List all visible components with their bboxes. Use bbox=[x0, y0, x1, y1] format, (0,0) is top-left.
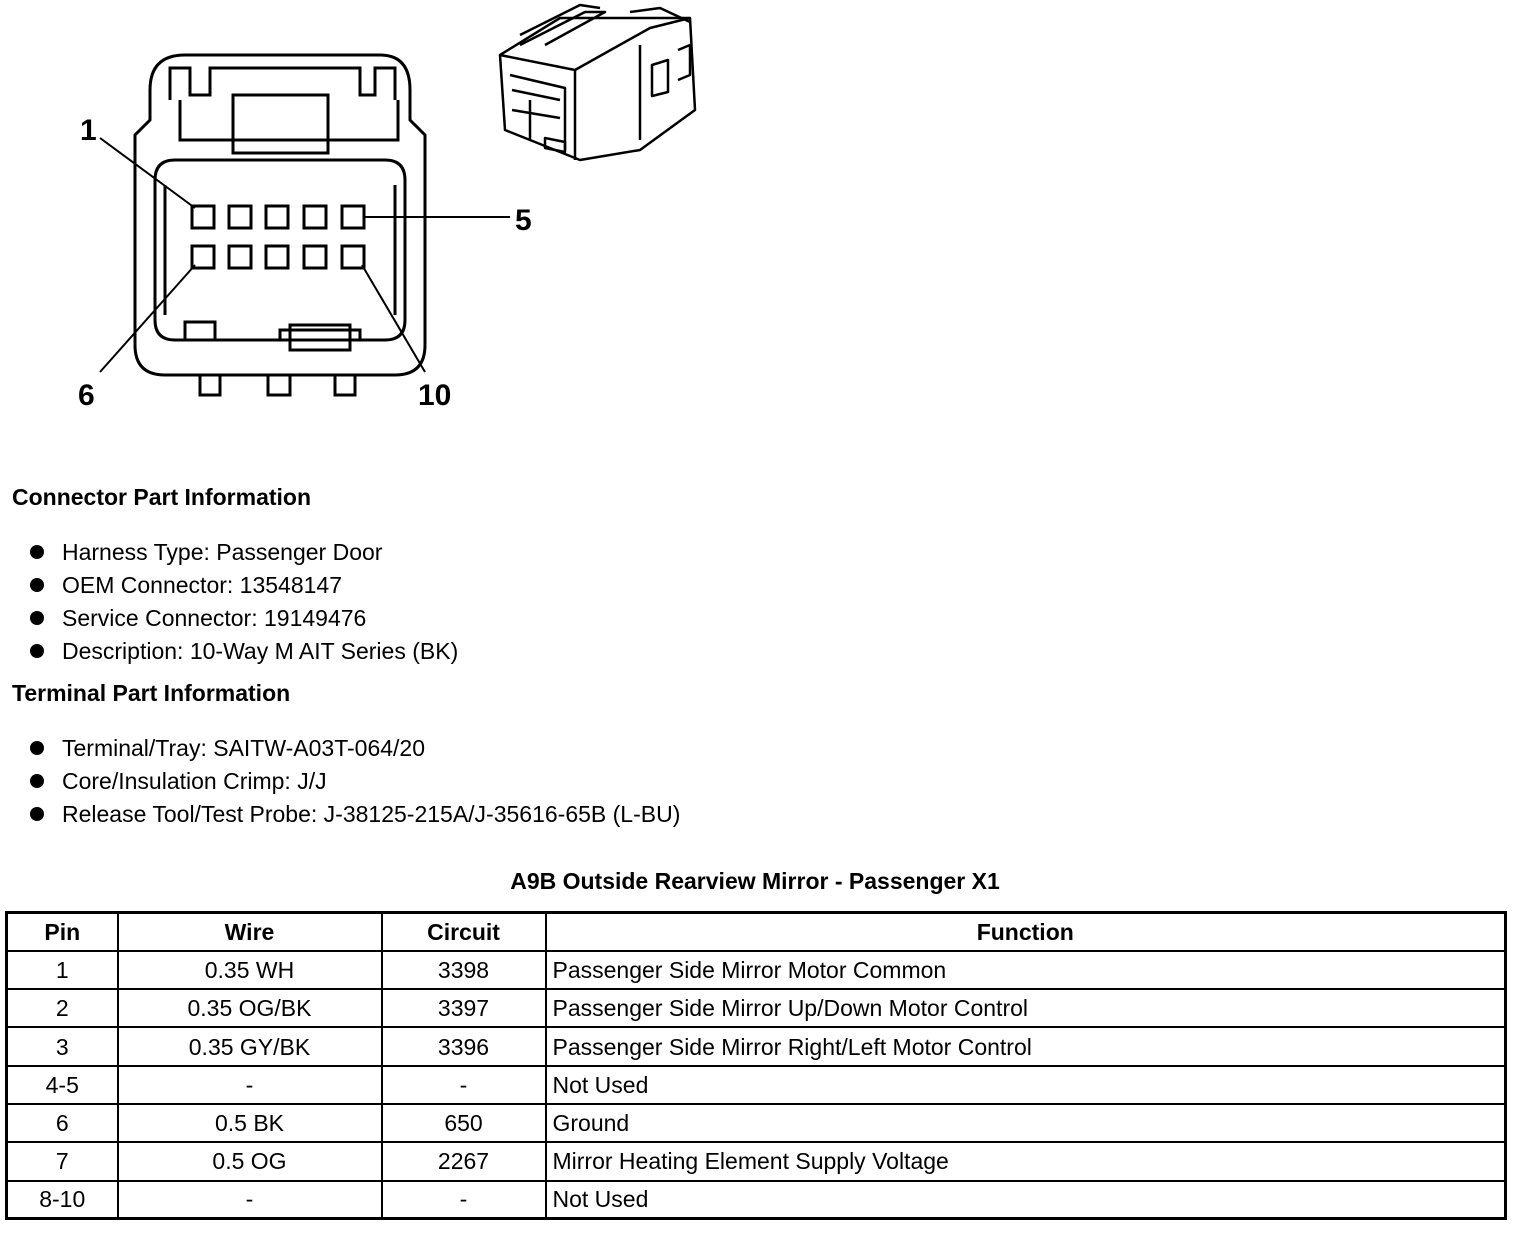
cell-function: Passenger Side Mirror Motor Common bbox=[546, 951, 1506, 989]
header-wire: Wire bbox=[118, 913, 382, 951]
cavity-7 bbox=[229, 246, 251, 268]
list-item bbox=[30, 538, 458, 571]
header-circuit: Circuit bbox=[382, 913, 546, 951]
bullet-icon bbox=[30, 578, 44, 592]
connector-diagram bbox=[0, 0, 760, 430]
cell-pin: 1 bbox=[7, 951, 118, 989]
bullet-icon bbox=[30, 774, 44, 788]
cell-pin: 7 bbox=[7, 1142, 118, 1180]
list-item-text: Service Connector: 19149476 bbox=[62, 605, 367, 631]
header-pin: Pin bbox=[7, 913, 118, 951]
terminal-cavities bbox=[192, 206, 364, 268]
bullet-icon bbox=[30, 545, 44, 559]
table-row bbox=[7, 1142, 1506, 1180]
list-item bbox=[30, 604, 458, 637]
list-item-text: Core/Insulation Crimp: J/J bbox=[62, 768, 327, 794]
pin-label-10: 10 bbox=[418, 379, 452, 412]
connector-part-info-list bbox=[30, 538, 458, 670]
cell-circuit: 650 bbox=[382, 1104, 546, 1142]
cell-pin: 3 bbox=[7, 1027, 118, 1065]
pin-label-6: 6 bbox=[78, 379, 95, 412]
cell-pin: 4-5 bbox=[7, 1066, 118, 1104]
list-item bbox=[30, 571, 458, 604]
terminal-part-info-heading: Terminal Part Information bbox=[12, 680, 291, 706]
table-row bbox=[7, 951, 1506, 989]
terminal-part-info-list bbox=[30, 734, 680, 833]
table-header-row bbox=[7, 913, 1506, 951]
cell-pin: 8-10 bbox=[7, 1181, 118, 1219]
cell-wire: 0.35 WH bbox=[118, 951, 382, 989]
list-item-text: Description: 10-Way M AIT Series (BK) bbox=[62, 638, 459, 664]
list-item-text: Terminal/Tray: SAITW-A03T-064/20 bbox=[62, 735, 426, 761]
pin-label-1: 1 bbox=[80, 114, 97, 147]
cell-circuit: 2267 bbox=[382, 1142, 546, 1180]
cell-function: Passenger Side Mirror Right/Left Motor Control bbox=[546, 1027, 1506, 1065]
list-item bbox=[30, 800, 680, 833]
list-item-text: Harness Type: Passenger Door bbox=[62, 539, 383, 565]
cavity-10 bbox=[342, 246, 364, 268]
pinout-table bbox=[5, 911, 1507, 1220]
table-row bbox=[7, 1181, 1506, 1219]
cell-wire: - bbox=[118, 1066, 382, 1104]
cavity-3 bbox=[266, 206, 288, 228]
cavity-2 bbox=[229, 206, 251, 228]
bullet-icon bbox=[30, 741, 44, 755]
cell-circuit: - bbox=[382, 1181, 546, 1219]
list-item bbox=[30, 767, 680, 800]
cell-circuit: - bbox=[382, 1066, 546, 1104]
table-title: A9B Outside Rearview Mirror - Passenger X1 bbox=[510, 868, 1000, 894]
cell-circuit: 3396 bbox=[382, 1027, 546, 1065]
table-row bbox=[7, 989, 1506, 1027]
cell-function: Not Used bbox=[546, 1181, 1506, 1219]
cell-wire: 0.5 BK bbox=[118, 1104, 382, 1142]
cell-function: Mirror Heating Element Supply Voltage bbox=[546, 1142, 1506, 1180]
cell-pin: 2 bbox=[7, 989, 118, 1027]
cell-circuit: 3398 bbox=[382, 951, 546, 989]
cell-wire: 0.5 OG bbox=[118, 1142, 382, 1180]
cavity-5 bbox=[342, 206, 364, 228]
cell-pin: 6 bbox=[7, 1104, 118, 1142]
list-item bbox=[30, 637, 458, 670]
header-function: Function bbox=[546, 913, 1506, 951]
cavity-8 bbox=[266, 246, 288, 268]
table-row bbox=[7, 1104, 1506, 1142]
cavity-9 bbox=[304, 246, 326, 268]
cavity-4 bbox=[304, 206, 326, 228]
bullet-icon bbox=[30, 644, 44, 658]
cell-function: Ground bbox=[546, 1104, 1506, 1142]
cavity-6 bbox=[192, 246, 214, 268]
cell-wire: 0.35 OG/BK bbox=[118, 989, 382, 1027]
list-item bbox=[30, 734, 680, 767]
table-row bbox=[7, 1027, 1506, 1065]
pin-label-5: 5 bbox=[515, 204, 532, 237]
table-row bbox=[7, 1066, 1506, 1104]
cell-wire: 0.35 GY/BK bbox=[118, 1027, 382, 1065]
cell-function: Passenger Side Mirror Up/Down Motor Control bbox=[546, 989, 1506, 1027]
cell-circuit: 3397 bbox=[382, 989, 546, 1027]
cell-function: Not Used bbox=[546, 1066, 1506, 1104]
cell-wire: - bbox=[118, 1181, 382, 1219]
cavity-1 bbox=[192, 206, 214, 228]
connector-isometric-view bbox=[500, 5, 695, 160]
list-item-text: OEM Connector: 13548147 bbox=[62, 572, 343, 598]
list-item-text: Release Tool/Test Probe: J-38125-215A/J-35616-65B (L-BU) bbox=[62, 801, 681, 827]
bullet-icon bbox=[30, 807, 44, 821]
connector-part-info-heading: Connector Part Information bbox=[12, 484, 312, 510]
bullet-icon bbox=[30, 611, 44, 625]
